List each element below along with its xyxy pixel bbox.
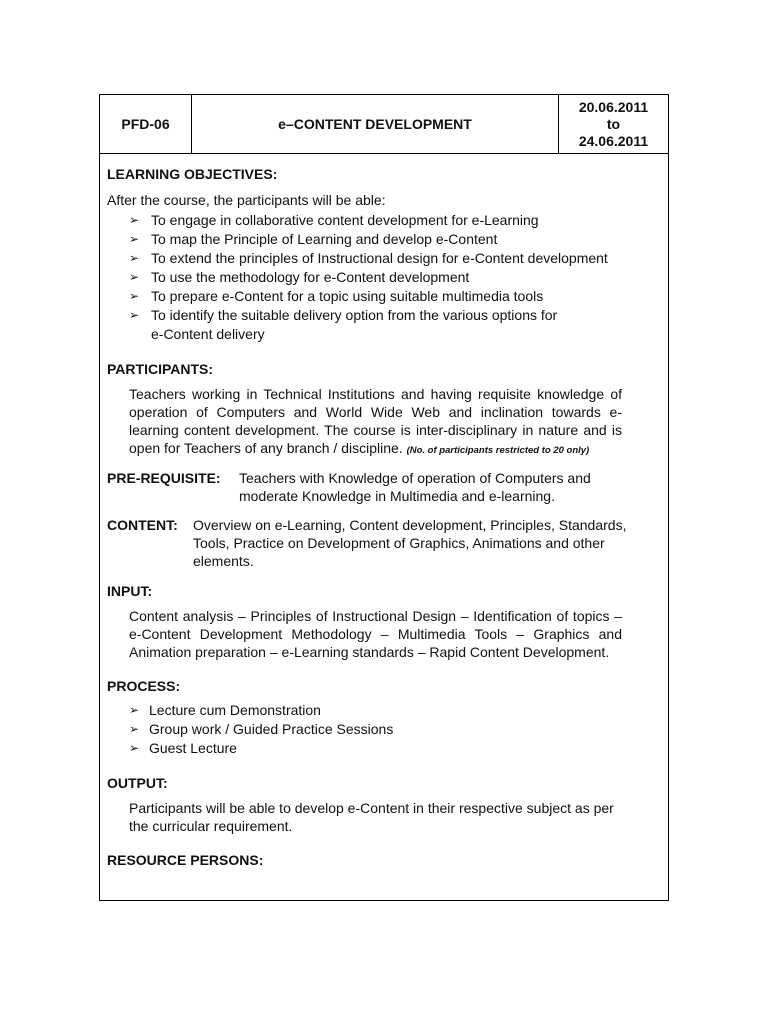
list-item-text: To engage in collaborative content development for e-Learning [151, 212, 539, 228]
list-item-text: Lecture cum Demonstration [149, 702, 321, 718]
objectives-intro: After the course, the participants will be able: [107, 192, 386, 208]
date-end: 24.06.2011 [578, 132, 649, 149]
list-item [107, 306, 662, 344]
arrowhead-bullet-icon: ➢ [129, 722, 140, 736]
list-item-text: To extend the principles of Instructional design for e-Content development [151, 250, 608, 266]
input-heading: INPUT: [107, 583, 153, 599]
prerequisite-line: moderate Knowledge in Multimedia and e-learning. [239, 488, 555, 504]
output-text: Participants will be able to develop e-Content in their respective subject as per the curricular requirement. [129, 800, 614, 834]
list-item-text: To map the Principle of Learning and develop e-Content [151, 231, 498, 247]
arrowhead-bullet-icon: ➢ [129, 270, 140, 284]
process-heading: PROCESS: [107, 678, 181, 694]
content-block [107, 516, 662, 570]
course-title: e–CONTENT DEVELOPMENT [192, 95, 559, 153]
arrowhead-bullet-icon: ➢ [129, 741, 140, 755]
objectives-heading: LEARNING OBJECTIVES: [107, 166, 278, 182]
course-dates [559, 95, 668, 153]
list-item-text: Group work / Guided Practice Sessions [149, 721, 394, 737]
participants-heading: PARTICIPANTS: [107, 361, 214, 377]
arrowhead-bullet-icon: ➢ [129, 703, 140, 717]
list-item [107, 739, 662, 758]
participants-text [129, 385, 622, 460]
arrowhead-bullet-icon: ➢ [129, 251, 140, 265]
list-item-text: To use the methodology for e-Content development [151, 269, 470, 285]
arrowhead-bullet-icon: ➢ [129, 289, 140, 303]
list-item-text: Guest Lecture [149, 740, 237, 756]
list-item [107, 287, 662, 306]
content-line: Tools, Practice on Development of Graphics, Animations and other [193, 535, 605, 551]
prerequisite-text [239, 469, 591, 505]
header-row [100, 95, 668, 154]
prerequisite-block [107, 469, 662, 505]
list-item-text: To identify the suitable delivery option from the various options for [151, 307, 558, 323]
process-list [107, 701, 662, 758]
input-text: Content analysis – Principles of Instructional Design – Identification of topics – e-Content Development Methodology – Multimedia Tools – Graphics and Animation preparation – e-Learning standards – Rapid Content Development. [129, 608, 622, 660]
list-item-text: To prepare e-Content for a topic using suitable multimedia tools [151, 288, 544, 304]
list-item [107, 230, 662, 249]
list-item [107, 720, 662, 739]
participants-note: (No. of participants restricted to 20 only) [406, 445, 590, 456]
content-line: Overview on e-Learning, Content development, Principles, Standards, [193, 517, 627, 533]
content-text [193, 516, 626, 570]
list-item [107, 211, 662, 230]
content-label: CONTENT: [107, 517, 178, 533]
course-code: PFD-06 [100, 95, 192, 153]
prerequisite-label: PRE-REQUISITE: [107, 470, 221, 486]
list-item [107, 701, 662, 720]
arrowhead-bullet-icon: ➢ [129, 213, 140, 227]
document-body [100, 166, 668, 868]
date-to: to [606, 115, 621, 132]
arrowhead-bullet-icon: ➢ [129, 308, 140, 322]
list-item [107, 268, 662, 287]
date-start: 20.06.2011 [578, 98, 649, 115]
output-heading: OUTPUT: [107, 775, 168, 791]
prerequisite-line: Teachers with Knowledge of operation of Computers and [239, 470, 591, 486]
resources-heading: RESOURCE PERSONS: [107, 852, 264, 868]
course-document [99, 94, 669, 901]
list-item-continuation: e-Content delivery [151, 326, 265, 342]
arrowhead-bullet-icon: ➢ [129, 232, 140, 246]
content-line: elements. [193, 553, 254, 569]
list-item [107, 249, 662, 268]
objectives-list [107, 211, 662, 344]
participants-body: Teachers working in Technical Institutions and having requisite knowledge of operation of Computers and World Wide Web and inclination towards e-learning content development. The course is inter-disciplinary in nature and is open for Teachers of any branch / discipline. [129, 386, 622, 456]
